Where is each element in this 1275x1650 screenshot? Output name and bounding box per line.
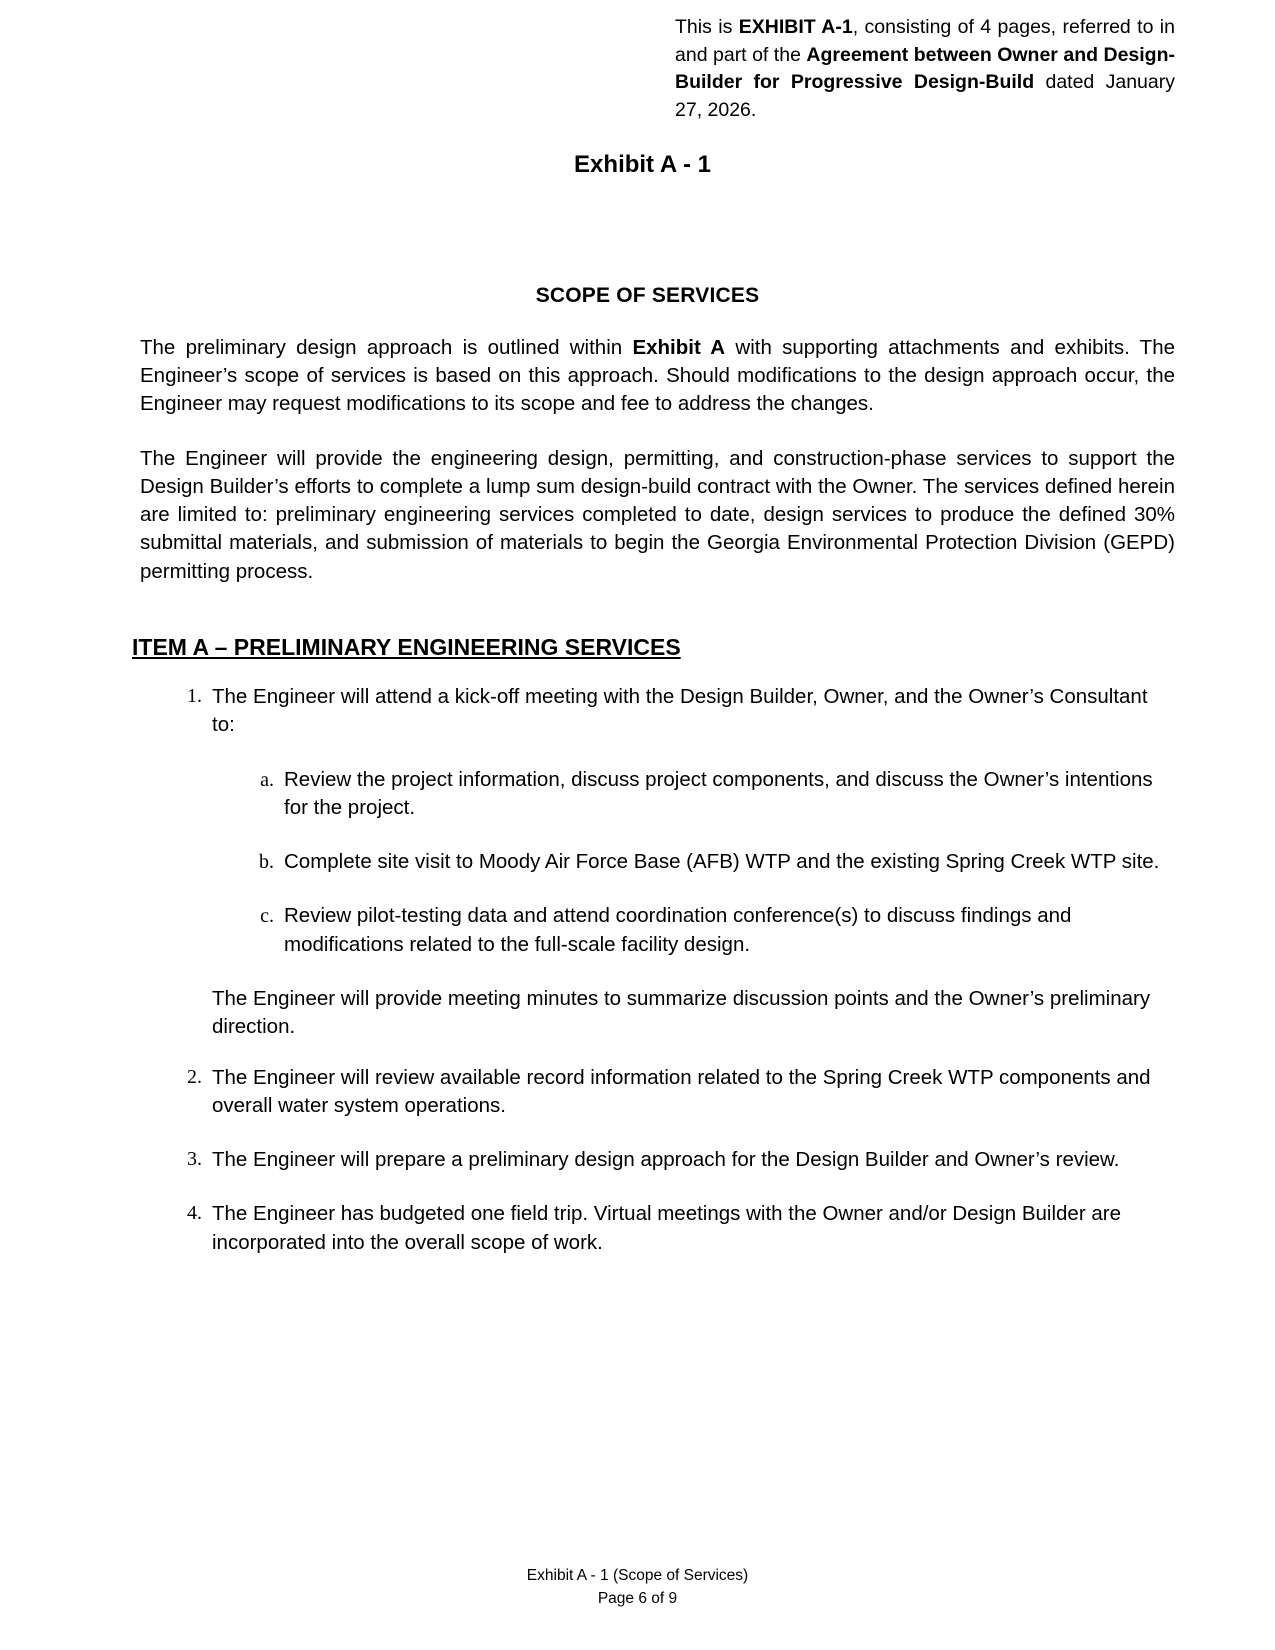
paragraph-1-part-b: with supporting attachments and exhibits. The Engineer’s scope of services is based on this approach. Should modifications to the design approach occur, the Engineer may request modifications to its scope and fee to address the changes. [140,335,1175,416]
scope-of-services-heading: SCOPE OF SERVICES [535,283,760,307]
list-item [212,902,1175,959]
footer-title: Exhibit A - 1 (Scope of Services) [526,1567,749,1585]
header-text-suffix: dated January 27, 2026. [675,71,1175,122]
list-item-text: Review pilot-testing data and attend coordination conference(s) to discuss findings and modifications related to the full-scale facility design. [284,904,1072,956]
paragraph-1-exhibit-a-bold: Exhibit A [632,335,726,359]
list-marker: 2. [187,1065,202,1088]
list-marker: b. [259,851,274,874]
page-footer [0,1565,1275,1610]
item-a-numbered-list [140,683,1175,740]
list-item-text: Review the project information, discuss project components, and discuss the Owner’s intentions for the project. [284,767,1153,819]
header-agreement-label: Agreement between Owner and Design-Builder for Progressive Design-Build [675,43,1175,94]
list-item [140,1146,1175,1174]
paragraph-preliminary-design [140,334,1175,419]
list-item [140,1064,1175,1121]
list-marker: 1. [187,685,202,707]
list-item [140,683,1175,740]
list-item [212,766,1175,823]
item-a-sub-list [212,766,1175,959]
list-item-text: The Engineer has budgeted one field trip. Virtual meetings with the Owner and/or Design Builder are incorporated into the overall scope of work. [212,1202,1121,1254]
list-marker: c. [260,905,274,928]
header-exhibit-label: EXHIBIT A-1 [738,16,853,38]
list-item-text: The Engineer will prepare a preliminary design approach for the Design Builder and Owner’s review. [212,1148,1120,1172]
list-item-text: Complete site visit to Moody Air Force Base (AFB) WTP and the existing Spring Creek WTP site. [284,850,1160,874]
item-a-numbered-list-continued [140,1064,1175,1257]
header-text-mid: , consisting of 4 pages, referred to in and part of the [675,16,1175,66]
footer-page-number: Page 6 of 9 [597,1589,678,1607]
paragraph-1-part-a: The preliminary design approach is outlined within [140,335,633,359]
list-item [140,1200,1175,1257]
paragraph-engineer-services: The Engineer will provide the engineering design, permitting, and construction-phase services to support the Design Builder’s efforts to complete a lump sum design-build contract with the Owner. The services defined herein are limited to: preliminary engineering services completed to date, design services to produce the defined 30% submittal materials, and submission of materials to begin the Georgia Environmental Protection Division (GEPD) permitting process. [140,446,1175,583]
list-item-text: The Engineer will review available record information related to the Spring Creek WTP components and overall water system operations. [212,1065,1151,1117]
list-marker: 3. [187,1148,202,1171]
list-marker: a. [260,768,274,791]
exhibit-reference-header [675,14,1175,125]
page-title: Exhibit A - 1 [574,150,711,178]
item-a-heading: ITEM A – PRELIMINARY ENGINEERING SERVICES [132,634,681,660]
header-text-prefix: This is [675,16,739,38]
list-item [212,848,1175,876]
list-item-text: The Engineer will attend a kick-off meeting with the Design Builder, Owner, and the Owner’s Consultant to: [212,685,1148,737]
meeting-minutes-note: The Engineer will provide meeting minutes to summarize discussion points and the Owner’s preliminary direction. [212,986,1151,1039]
list-marker: 4. [187,1202,202,1225]
